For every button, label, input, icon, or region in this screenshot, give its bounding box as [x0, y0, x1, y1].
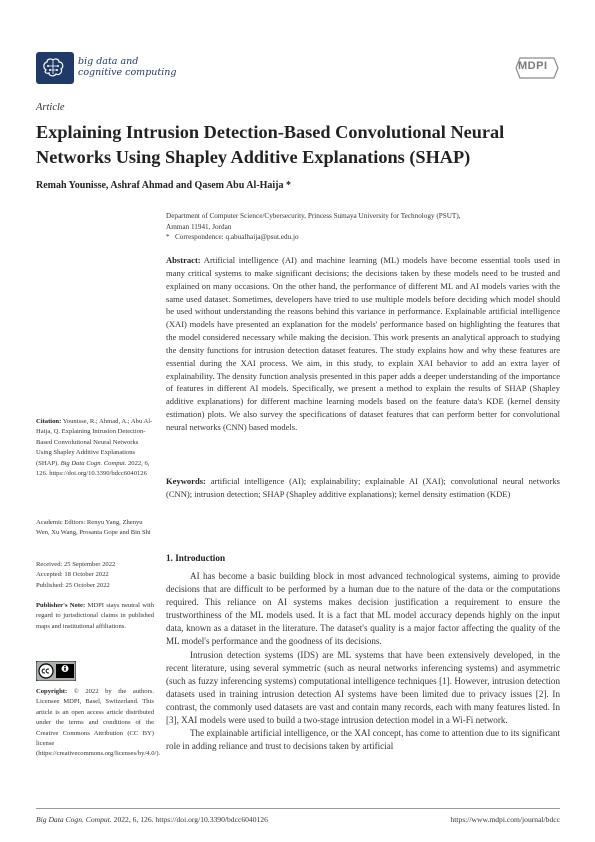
abstract-text: Artificial intelligence (AI) and machine learning (ML) models have become essential tools used in many critical systems to make significant decisions; the decisions taken by these models need to be trusted and explained on many occasions. On the other hand, the performance of different ML and AI models varies with the same used dataset. Sometimes, developers have tried to use multiple models before deciding which model should be used without understanding the reasons behind this variance in performance. Explainable artificial intelligence (XAI) models have presented an explanation for the models' performance based on highlighting the features that the model considered necessary while making the decision. This work presents an analytical approach to studying the density functions for intrusion detection dataset features. The study explains how and why these features are essential during the XAI process. We aim, in this study, to explain XAI behavior to add an extra layer of explainability. The density function analysis presented in this paper adds a deeper understanding of the importance of features in different AI models. Specifically, we present a method to explain the results of SHAP (Shapley additive explanations) for different machine learning models based on the feature data's KDE (kernel density estimation) plots. We also survey the specifications of dataset features that can perform better for convolutional neural networks (CNN) based models. — [166, 255, 560, 432]
footer-divider — [36, 808, 560, 809]
citation-label: Citation: — [36, 418, 62, 425]
journal-name-line1: big data and — [78, 56, 139, 67]
paragraph: The explainable artificial intelligence, or the XAI concept, has come to attention due to its significant role in adding reliance and trust to decisions taken by artificial — [166, 728, 560, 752]
published-date: Published: 25 October 2022 — [36, 581, 110, 589]
footer-journal: Big Data Cogn. Comput. — [36, 815, 112, 824]
correspondence-marker: * — [166, 233, 170, 241]
academic-editors: Academic Editors: Renyu Yang, Zhenyu Wen, Xu Wang, Prosanta Gope and Bin Shi — [36, 519, 151, 537]
footer-doi[interactable]: 2022, 6, 126. https://doi.org/10.3390/bdcc6040126 — [113, 815, 268, 824]
paper-title: Explaining Intrusion Detection-Based Convolutional Neural Networks Using Shapley Additive Explanations (SHAP) — [36, 122, 505, 167]
affiliation — [166, 211, 566, 243]
keywords-label: Keywords: — [166, 476, 206, 486]
footer-citation — [36, 815, 268, 824]
publication-dates — [36, 560, 154, 591]
keywords-text: artificial intelligence (AI); explainability; explainable AI (XAI); convolutional neural networks (CNN); intrusion detection; SHAP (Shapley additive explanations); kernel density estimation (KDE) — [166, 476, 560, 499]
abstract-label: Abstract: — [166, 255, 201, 265]
copyright-label: Copyright: — [36, 688, 68, 695]
author-list: Remah Younisse, Ashraf Ahmad and Qasem Abu Al-Haija * — [36, 180, 291, 191]
brain-icon — [36, 52, 74, 84]
publisher-logo-text: MDPI — [518, 60, 548, 72]
article-type: Article — [36, 102, 65, 113]
publisher-note — [36, 601, 154, 632]
correspondence — [166, 232, 566, 243]
citation-block — [36, 417, 154, 479]
publisher-note-text: MDPI stays neutral with regard to jurisdictional claims in published maps and institutional affiliations. — [36, 602, 154, 630]
keywords — [166, 475, 560, 501]
paragraph: Intrusion detection systems (IDS) are ML systems that have been extensively developed, in the recent literature, using several symmetric (such as neural networks inferencing systems) and asymmetric (such as fuzzy inferencing systems) computational intelligence techniques [1]. However, intrusion detection datasets used in training intrusion detection AI systems have been limited due to privacy issues [2]. In contrast, the commonly used datasets are vast and contain many records, each with many features listed. In [3], XAI models were used to build a two-stage intrusion detection model in a Wi-Fi network. — [166, 649, 560, 726]
affiliation-line: Amman 11941, Jordan — [166, 222, 232, 231]
paragraph: AI has become a basic building block in most advanced technological systems, aiming to provide decisions that are difficult to be performed by a human due to the nature of the data or the computations required. This reliance on AI systems makes decision justification a requirement to ensure the trustworthiness of the ML models used. It is a fact that ML model accuracy depends highly on the input data, known as a dataset in the literature. The dataset's quality is a major factor affecting the quality of the ML model's performance and the goodness of its decisions. — [166, 571, 560, 647]
received-date: Received: 25 September 2022 — [36, 561, 116, 568]
journal-name-line2: cognitive computing — [78, 67, 177, 78]
citation-text: Younisse, R.; Ahmad, A.; Abu Al-Haija, Q. Explaining Intrusion Detection-Based Convolutional Neural Networks Using Shapley Additive Explanations (SHAP). — [36, 418, 153, 467]
affiliation-line: Department of Computer Science/Cybersecurity, Princess Sumaya University for Technology (PSUT), — [166, 212, 461, 220]
correspondence-email[interactable]: Correspondence: q.abualhaija@psut.edu.jo — [174, 233, 299, 241]
cc-by-icon[interactable] — [36, 661, 76, 681]
copyright-notice — [36, 687, 161, 760]
accepted-date: Accepted: 18 October 2022 — [36, 571, 109, 579]
citation-doi-link[interactable]: https://doi.org/10.3390/bdcc6040126 — [49, 470, 147, 478]
footer-journal-url[interactable]: https://www.mdpi.com/journal/bdcc — [450, 815, 560, 824]
publisher-note-label: Publisher's Note: — [36, 602, 86, 609]
journal-name — [78, 56, 176, 78]
abstract — [166, 254, 560, 434]
citation-journal: Big Data Cogn. Comput. — [60, 459, 127, 467]
section-heading: 1. Introduction — [166, 553, 226, 563]
introduction-body — [166, 570, 560, 753]
copyright-text: © 2022 by the authors. Licensee MDPI, Basel, Switzerland. This article is an open access article distributed under the terms and conditions of the Creative Commons Attribution (CC BY) license (https://creativecommons.org/licenses/by/4.0/). — [36, 688, 161, 758]
citation-volume: 2022, 6, 126. — [36, 459, 150, 478]
